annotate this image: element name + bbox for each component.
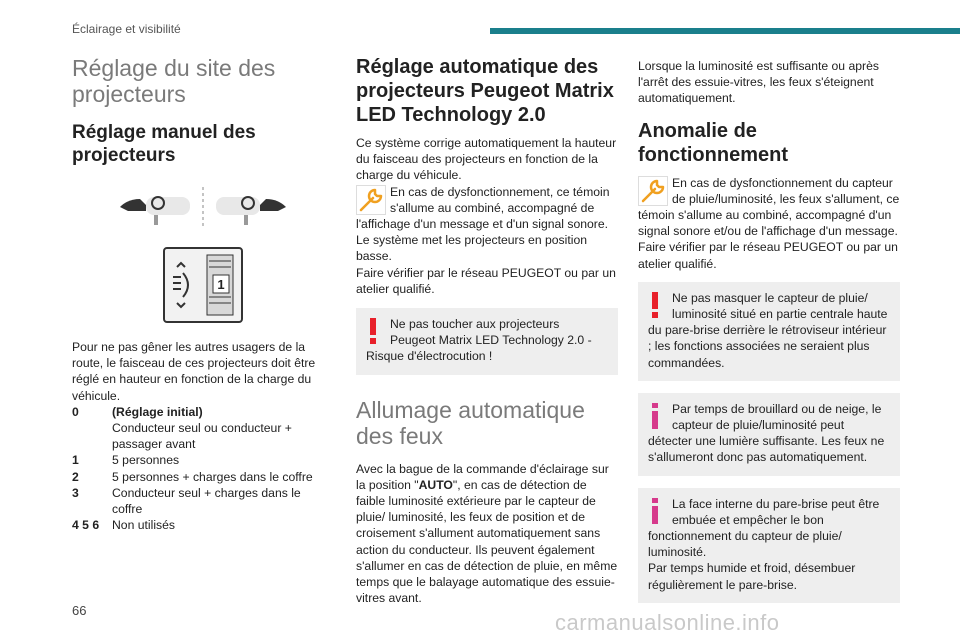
exclamation-icon	[366, 317, 380, 345]
paragraph: Avec la bague de la commande d'éclairage sur la position "AUTO", en cas de détection de faible luminosité extérieure par le capteur de pluie/ luminosité, les feux de position et de croisement s'allument automatiquement sans action du conducteur. Ils peuvent également s'allumer en cas de détection de pluie, en même temps que le balayage automatique des essuie-vitres avant.	[356, 461, 618, 606]
paragraph: Faire vérifier par le réseau PEUGEOT ou par un atelier qualifié.	[356, 265, 616, 296]
paragraph: Lorsque la luminosité est suffisante ou après l'arrêt des essuie-vitres, les feux s'éteignent automatiquement.	[638, 59, 879, 106]
list-item: 4 5 6 Non utilisés	[72, 518, 175, 533]
section-header: Éclairage et visibilité	[72, 22, 181, 36]
info-box: La face interne du pare-brise peut être embuée et empêcher le bon fonctionnement du capteur de pluie/ luminosité. Par temps humide et froid, désembuer régulièrement le pare-brise.	[638, 488, 900, 603]
danger-box: Ne pas masquer le capteur de pluie/ luminosité situé en partie centrale haute du pare-brise derrière le rétroviseur intérieur ; les fonctions associées ne seraient plus commandées.	[638, 282, 900, 381]
section-title: Réglage automatique des projecteurs Peugeot Matrix LED Technology 2.0	[356, 56, 614, 126]
wrench-icon	[356, 185, 386, 215]
info-icon	[648, 497, 662, 525]
info-box: Par temps de brouillard ou de neige, le capteur de pluie/luminosité peut détecter une lumière suffisante. Les feux ne s'allumeront donc pas automatiquement.	[638, 393, 900, 476]
dial-value: 1	[217, 277, 225, 292]
info-icon	[648, 402, 662, 430]
intro-paragraph: Pour ne pas gêner les autres usagers de la route, le faisceau de ces projecteurs doit être réglé en hauteur en fonction de la charge du véhicule.	[72, 340, 316, 403]
headlight-beam-icon	[118, 185, 288, 231]
column-2	[356, 55, 618, 606]
list-item: 1 5 personnes	[72, 453, 180, 468]
headlight-adjust-dial-icon	[163, 247, 243, 323]
section-title: Réglage du site des projecteurs	[72, 55, 276, 107]
paragraph: Le système met les projecteurs en position basse.	[356, 233, 587, 264]
section-title: Anomalie de fonctionnement	[638, 119, 788, 166]
list-item: 0 (Réglage initial) Conducteur seul ou conducteur + passager avant	[72, 404, 292, 452]
list-item: 3 Conducteur seul + charges dans le coffre	[72, 485, 301, 517]
load-settings-list	[72, 404, 334, 534]
danger-box: Ne pas toucher aux projecteurs Peugeot Matrix LED Technology 2.0 - Risque d'électrocution !	[356, 308, 618, 375]
column-1	[72, 55, 334, 533]
exclamation-icon	[648, 291, 662, 319]
watermark: carmanualsonline.info	[555, 610, 780, 635]
subsection-title: Réglage manuel des projecteurs	[72, 122, 256, 166]
warning-note: En cas de dysfonctionnement, ce témoin s'allume au combiné, accompagné de l'affichage d'un message et d'un signal sonore.	[356, 184, 610, 232]
list-item: 2 5 personnes + charges dans le coffre	[72, 469, 313, 484]
paragraph: Faire vérifier par le réseau PEUGEOT ou par un atelier qualifié.	[638, 240, 898, 271]
section-title: Allumage automatique des feux	[356, 396, 585, 449]
header-accent-bar	[490, 28, 960, 34]
warning-note: En cas de dysfonctionnement du capteur de pluie/luminosité, les feux s'allument, ce témoin s'allume au combiné, accompagné d'un signal sonore et/ou de l'affichage d'un message.	[638, 175, 900, 239]
paragraph: Ce système corrige automatiquement la hauteur du faisceau des projecteurs en fonction de la charge du véhicule.	[356, 136, 617, 183]
column-3	[638, 58, 900, 603]
page-number: 66	[72, 603, 87, 618]
wrench-icon	[638, 176, 668, 206]
